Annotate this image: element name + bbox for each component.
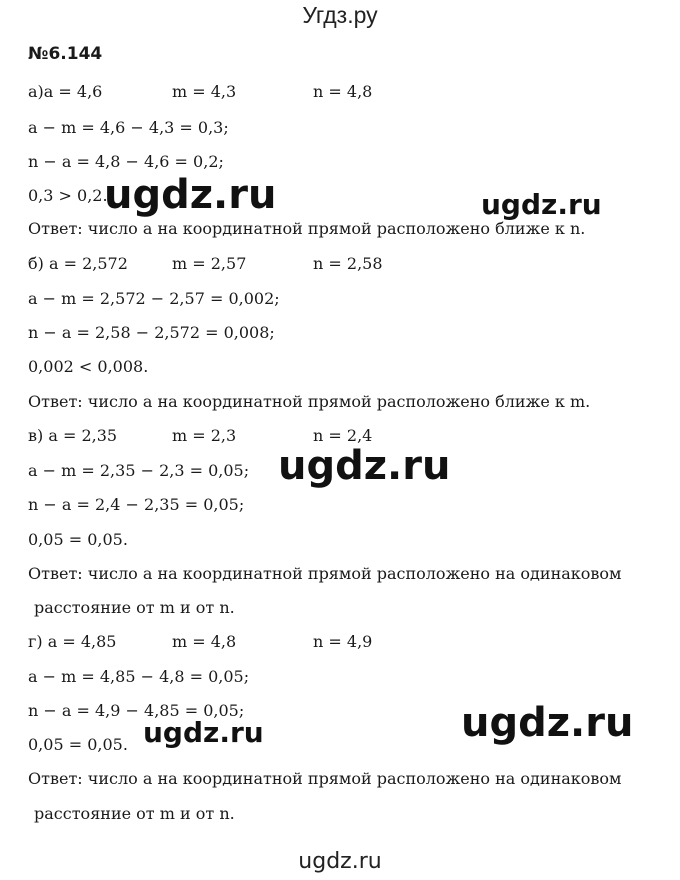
calc-line: a − m = 4,85 − 4,8 = 0,05;: [28, 667, 250, 686]
calc-line: a − m = 2,572 − 2,57 = 0,002;: [28, 289, 280, 308]
watermark: ugdz.ru: [278, 443, 451, 489]
calc-line: a − m = 4,6 − 4,3 = 0,3;: [28, 118, 229, 137]
comparison-line: 0,002 < 0,008.: [28, 357, 149, 376]
answer-line: Ответ: число a на координатной прямой расположено ближе к n.: [28, 219, 586, 238]
var-a: а)a = 4,6: [28, 82, 103, 101]
problem-number: №6.144: [28, 44, 103, 64]
var-a: в) a = 2,35: [28, 426, 118, 445]
var-m: m = 4,8: [172, 632, 237, 651]
var-n: n = 4,8: [313, 82, 373, 101]
watermark: ugdz.ru: [143, 716, 264, 749]
calc-line: n − a = 4,8 − 4,6 = 0,2;: [28, 152, 224, 171]
site-title: Угдз.ру: [302, 2, 378, 28]
answer-line: Ответ: число а на координатной прямой расположено на одинаковом: [28, 564, 622, 583]
var-row-b: [28, 254, 428, 273]
answer-line: Ответ: число а на координатной прямой расположено ближе к m.: [28, 392, 591, 411]
var-n: n = 4,9: [313, 632, 373, 651]
comparison-line: 0,3 > 0,2.: [28, 186, 108, 205]
calc-line: a − m = 2,35 − 2,3 = 0,05;: [28, 461, 250, 480]
answer-line: Ответ: число а на координатной прямой расположено на одинаковом: [28, 769, 622, 788]
var-m: m = 2,57: [172, 254, 247, 273]
comparison-line: 0,05 = 0,05.: [28, 530, 128, 549]
calc-line: n − a = 2,58 − 2,572 = 0,008;: [28, 323, 275, 342]
var-a: б) a = 2,572: [28, 254, 128, 273]
var-row-a: [28, 82, 428, 101]
comparison-line: 0,05 = 0,05.: [28, 735, 128, 754]
var-row-d: [28, 632, 428, 651]
watermark: ugdz.ru: [104, 172, 277, 218]
footer-watermark: ugdz.ru: [298, 849, 382, 874]
var-m: m = 4,3: [172, 82, 237, 101]
calc-line: n − a = 4,9 − 4,85 = 0,05;: [28, 701, 245, 720]
var-a: г) a = 4,85: [28, 632, 117, 651]
var-n: n = 2,4: [313, 426, 373, 445]
watermark: ugdz.ru: [481, 188, 602, 221]
var-n: n = 2,58: [313, 254, 383, 273]
calc-line: n − a = 2,4 − 2,35 = 0,05;: [28, 495, 245, 514]
answer-line-continued: расстояние от m и от n.: [34, 598, 235, 617]
answer-line-continued: расстояние от m и от n.: [34, 804, 235, 823]
var-m: m = 2,3: [172, 426, 237, 445]
watermark: ugdz.ru: [461, 700, 634, 746]
